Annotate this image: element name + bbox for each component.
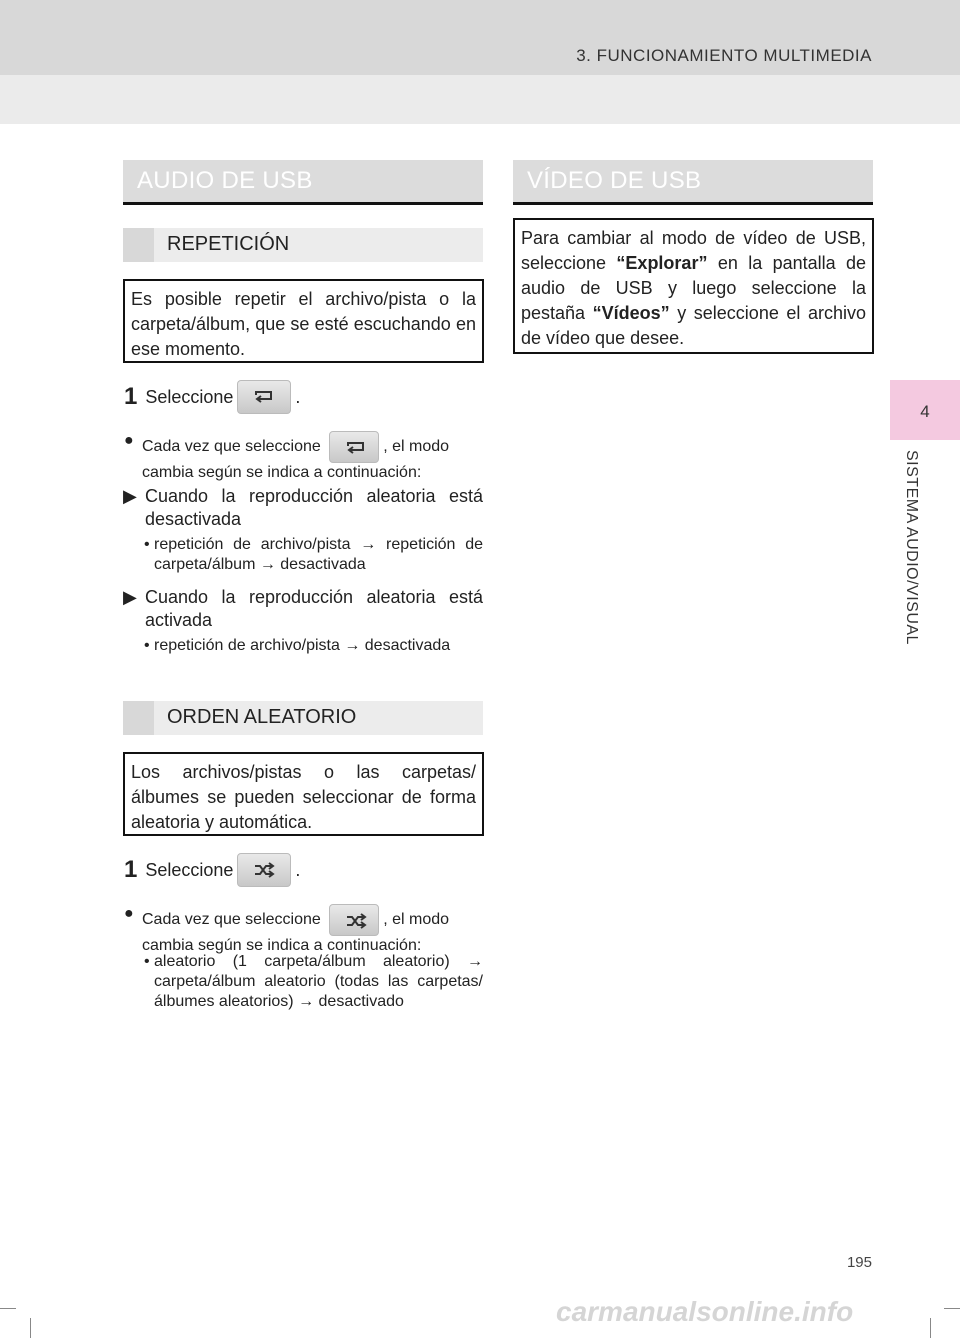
triangle-right-icon: ▶ bbox=[123, 587, 137, 607]
step-end: . bbox=[295, 859, 301, 880]
step-text: Seleccione bbox=[145, 386, 234, 407]
repeat-icon[interactable] bbox=[237, 380, 291, 414]
explorar-label: “Explorar” bbox=[616, 253, 708, 273]
step-number: 1 bbox=[124, 383, 138, 410]
section-header: 3. FUNCIONAMIENTO MULTIMEDIA bbox=[576, 46, 872, 65]
shuffle-icon[interactable] bbox=[329, 904, 379, 936]
subsection-repeat bbox=[123, 228, 483, 262]
shuffle-item-text: aleatorio (1 carpeta/álbum aleatorio) → carpeta/álbum aleatorio (todas las carpetas/álbumes aleatorios) → desactivado bbox=[154, 953, 483, 1010]
shuffle-bullet bbox=[124, 904, 483, 956]
triangle-right-icon: ▶ bbox=[123, 486, 137, 506]
case-title: Cuando la reproducción aleatoria está activada bbox=[145, 587, 483, 630]
step-number: 1 bbox=[124, 856, 138, 883]
repeat-case-1-item bbox=[144, 535, 483, 575]
videos-label: “Vídeos” bbox=[592, 303, 670, 323]
repeat-icon[interactable] bbox=[329, 431, 379, 463]
shuffle-step bbox=[124, 853, 300, 887]
shuffle-item bbox=[144, 952, 483, 1012]
bullet-text-b: , el modo bbox=[383, 438, 450, 456]
shuffle-icon[interactable] bbox=[237, 853, 291, 887]
bullet-text-a: Cada vez que seleccione bbox=[142, 911, 321, 929]
bullet-dot-icon: ● bbox=[124, 905, 134, 922]
bullet-text-c: cambia según se indica a continuación: bbox=[142, 937, 422, 954]
repeat-intro-box: Es posible repetir el archivo/pista o la carpeta/álbum, que se esté escuchando en ese momento. bbox=[123, 279, 484, 363]
repeat-bullet bbox=[124, 431, 483, 483]
section-title-text: VÍDEO DE USB bbox=[527, 167, 702, 194]
section-title-audio-usb bbox=[123, 160, 483, 205]
crop-mark bbox=[930, 1318, 931, 1338]
subsection-title: ORDEN ALEATORIO bbox=[167, 706, 357, 728]
subsection-shuffle bbox=[123, 701, 483, 735]
chapter-tab bbox=[890, 380, 960, 440]
repeat-case-2 bbox=[123, 586, 483, 632]
case-item: repetición de archivo/pista → repetición de carpeta/álbum → desactivada bbox=[154, 536, 483, 573]
repeat-case-2-item bbox=[144, 636, 483, 656]
page-number: 195 bbox=[846, 1254, 872, 1271]
case-title: Cuando la reproducción aleatoria está desactivada bbox=[145, 486, 483, 529]
bullet-icon: • bbox=[144, 637, 150, 654]
subsection-title: REPETICIÓN bbox=[167, 233, 290, 255]
video-text-3: y seleccione el archivo de vídeo que desee. bbox=[521, 303, 866, 348]
bullet-text-c: cambia según se indica a continuación: bbox=[142, 464, 422, 481]
bullet-dot-icon: ● bbox=[124, 432, 134, 449]
case-item: repetición de archivo/pista → desactivada bbox=[154, 637, 451, 654]
crop-mark bbox=[0, 1308, 16, 1309]
crop-mark bbox=[30, 1318, 31, 1338]
bullet-icon: • bbox=[144, 953, 150, 970]
section-title-video-usb bbox=[513, 160, 873, 205]
bullet-icon: • bbox=[144, 536, 150, 553]
step-text: Seleccione bbox=[145, 859, 234, 880]
bullet-text-b: , el modo bbox=[383, 911, 450, 929]
repeat-case-1 bbox=[123, 485, 483, 531]
watermark: carmanualsonline.info bbox=[556, 1296, 854, 1327]
video-text-1: Para cambiar al modo de vídeo de USB, seleccione bbox=[521, 228, 866, 273]
repeat-step bbox=[124, 380, 300, 414]
chapter-label: SISTEMA AUDIO/VISUAL bbox=[903, 450, 920, 645]
chapter-number: 4 bbox=[920, 402, 930, 421]
section-title-text: AUDIO DE USB bbox=[137, 167, 313, 194]
video-text-2: en la pantalla de audio de USB y luego seleccione la pestaña bbox=[521, 253, 866, 323]
step-end: . bbox=[295, 386, 301, 407]
bullet-text-a: Cada vez que seleccione bbox=[142, 438, 321, 456]
video-usb-box bbox=[513, 218, 874, 354]
crop-mark bbox=[944, 1308, 960, 1309]
shuffle-intro-box: Los archivos/pistas o las carpetas/ álbumes se pueden seleccionar de forma aleatoria y automática. bbox=[123, 752, 484, 836]
